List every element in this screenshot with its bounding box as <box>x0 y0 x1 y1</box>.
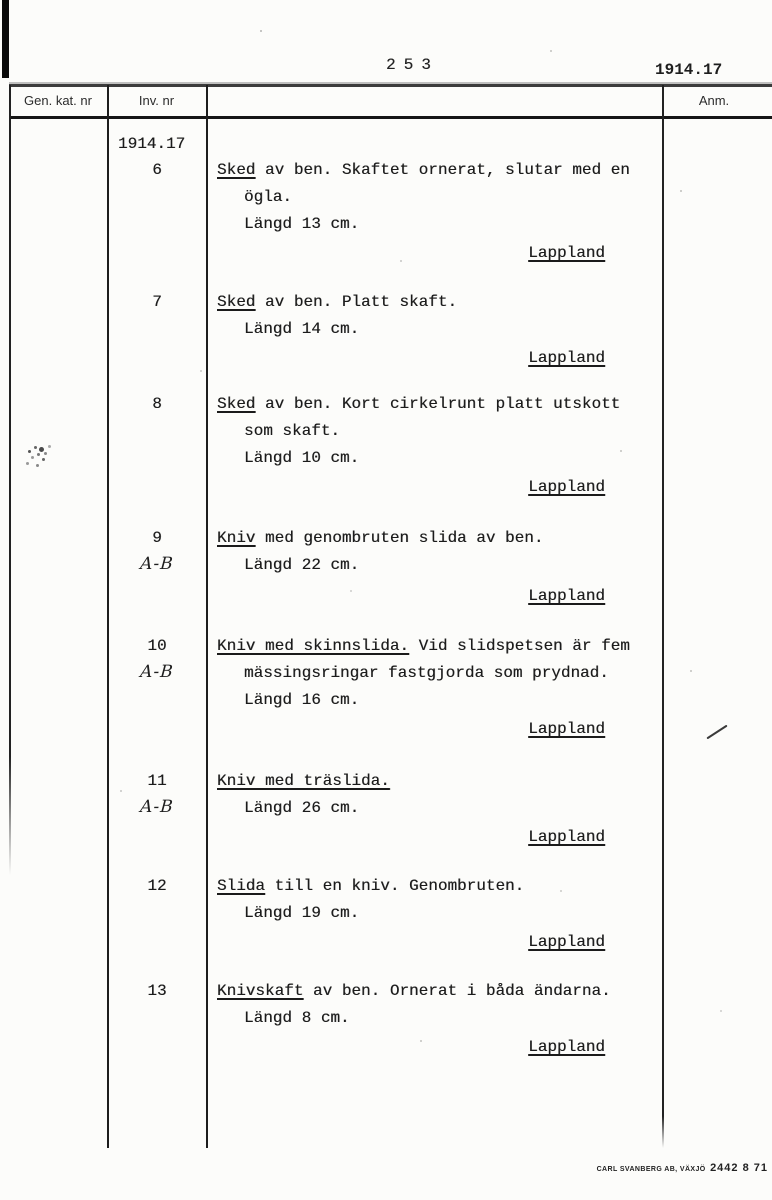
entry-description-rest: av ben. Ornerat i båda ändarna. <box>303 982 611 1000</box>
entry-description-rest: Vid slidspetsen är fem <box>409 637 630 655</box>
table-header-rule <box>9 116 772 119</box>
entry-length: Längd 8 cm. <box>244 1009 350 1027</box>
entry-title: Kniv <box>217 529 256 547</box>
entry-provenance <box>217 345 663 372</box>
entry-provenance <box>217 716 663 743</box>
handwritten-mark: A-B <box>139 797 175 817</box>
column-header-inv-nr: Inv. nr <box>138 93 175 108</box>
entry-description-rest: till en kniv. Genombruten. <box>265 877 525 895</box>
provenance-label: Lappland <box>528 244 605 262</box>
provenance-label: Lappland <box>528 587 605 605</box>
catalog-entry <box>108 633 663 743</box>
entry-description <box>217 633 663 660</box>
entry-description-continued: som skaft. <box>244 422 341 440</box>
printer-imprint <box>597 1158 768 1176</box>
entry-provenance <box>217 929 663 956</box>
table-top-rule <box>9 84 772 87</box>
entry-title: Slida <box>217 877 266 895</box>
provenance-label: Lappland <box>528 828 605 846</box>
page-number: 253 <box>386 56 439 74</box>
entry-length: Längd 13 cm. <box>244 215 360 233</box>
entry-description <box>217 525 663 552</box>
entry-title: Knivskaft <box>217 982 304 1000</box>
inventory-number: 7 <box>152 293 162 311</box>
entry-description <box>217 289 663 316</box>
catalog-entry <box>108 157 663 267</box>
entry-length: Längd 10 cm. <box>244 449 360 467</box>
catalog-entry <box>108 391 663 501</box>
entry-provenance <box>217 474 663 501</box>
provenance-label: Lappland <box>528 933 605 951</box>
print-code: 2442 8 71 <box>710 1162 768 1174</box>
catalog-entry <box>108 768 663 851</box>
entry-title: Sked <box>217 395 256 413</box>
entry-length: Längd 19 cm. <box>244 904 360 922</box>
inventory-number: 6 <box>152 161 162 179</box>
entry-provenance <box>217 583 663 610</box>
catalog-entry <box>108 289 663 372</box>
handwritten-mark: A-B <box>139 554 175 574</box>
printer-name: CARL SVANBERG AB, VÄXJÖ <box>596 1166 706 1173</box>
inventory-year: 1914.17 <box>118 135 186 153</box>
entry-length: Längd 14 cm. <box>244 320 360 338</box>
provenance-label: Lappland <box>528 1038 605 1056</box>
entry-length: Längd 16 cm. <box>244 691 360 709</box>
scan-edge-artifact <box>2 0 9 78</box>
entry-description-rest: av ben. Platt skaft. <box>255 293 458 311</box>
entry-description-rest: av ben. Kort cirkelrunt platt utskott <box>255 395 621 413</box>
column-header-gen-kat-nr: Gen. kat. nr <box>24 93 92 108</box>
entry-description <box>217 978 663 1005</box>
entry-title: Kniv med skinnslida. <box>217 637 410 655</box>
catalog-entry <box>108 873 663 956</box>
entry-description <box>217 391 663 418</box>
entry-description <box>217 157 663 184</box>
entry-provenance <box>217 1034 663 1061</box>
catalog-entry <box>108 978 663 1061</box>
inventory-number: 12 <box>147 877 167 895</box>
entry-title: Sked <box>217 161 256 179</box>
entry-description-rest: med genombruten slida av ben. <box>255 529 544 547</box>
entry-provenance <box>217 824 663 851</box>
table-left-border <box>9 85 11 875</box>
column-header-anm: Anm. <box>698 93 730 108</box>
entry-title: Sked <box>217 293 256 311</box>
provenance-label: Lappland <box>528 478 605 496</box>
inventory-number: 8 <box>152 395 162 413</box>
handwritten-mark: A-B <box>139 662 175 682</box>
inventory-number: 11 <box>147 772 167 790</box>
inventory-number: 10 <box>147 637 167 655</box>
pen-tick-mark <box>706 725 727 740</box>
entry-description <box>217 768 663 795</box>
ink-smudge <box>28 450 31 453</box>
catalog-entry <box>108 525 663 610</box>
entry-title: Kniv med träslida. <box>217 772 390 790</box>
entry-length: Längd 26 cm. <box>244 799 360 817</box>
entry-provenance <box>217 240 663 267</box>
inventory-number: 13 <box>147 982 167 1000</box>
provenance-label: Lappland <box>528 349 605 367</box>
entry-length: Längd 22 cm. <box>244 556 360 574</box>
entry-description <box>217 873 663 900</box>
entry-description-continued: ögla. <box>244 188 293 206</box>
inventory-number: 9 <box>152 529 162 547</box>
paper-specks <box>260 30 262 32</box>
entry-description-continued: mässingsringar fastgjorda som prydnad. <box>244 664 609 682</box>
provenance-label: Lappland <box>528 720 605 738</box>
entry-description-rest: av ben. Skaftet ornerat, slutar med en <box>255 161 630 179</box>
catalog-reference: 1914.17 <box>655 61 723 79</box>
